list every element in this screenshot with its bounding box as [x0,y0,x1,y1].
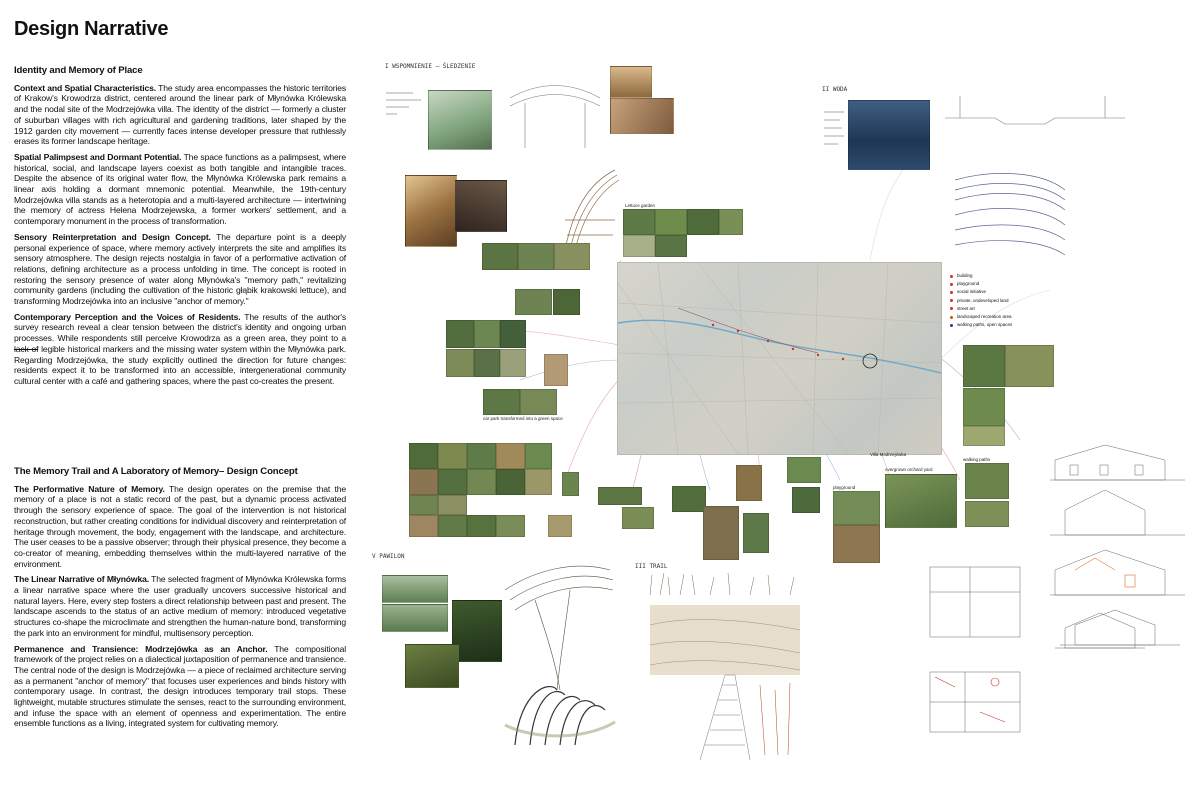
pavilion-photo [382,575,448,603]
bridge-sketch [505,68,605,158]
legend-item: private, undeveloped land [950,297,1012,305]
grass-trail-sketch [640,565,810,760]
park-photo [482,243,518,270]
tree-photo [963,345,1005,387]
handwritten-notes [383,88,428,123]
park-photo [409,443,438,469]
park-photo [496,469,525,495]
park-photo [467,469,496,495]
park-photo [446,349,474,377]
section-heading: The Memory Trail and A Laboratory of Memory– Design Concept [14,466,298,477]
park-photo [787,457,821,483]
park-photo [409,495,438,515]
water-sketch-label: II WODA [822,86,848,93]
playground-photo [833,525,880,563]
section-heading: Identity and Memory of Place [14,65,143,76]
legend-item: walking paths, open spaces [950,321,1012,329]
garden-photo [428,90,492,150]
car-park-label: car park transformed into a green space [483,416,563,421]
page-title: Design Narrative [14,18,169,40]
legend-item: building [950,272,1012,280]
park-photo [496,515,525,537]
wooden-bench-sketch [950,160,1070,275]
water-photo [848,100,930,170]
villa-elevation-small [1055,608,1145,653]
park-photo [743,513,769,553]
park-photo [467,443,496,469]
lettuce-garden-label: Lettuce garden [625,203,656,208]
trail-label: III TRAIL [635,563,668,570]
park-photo [438,515,467,537]
autumn-photo [610,66,652,98]
garden-photo [655,209,687,235]
garden-photo [623,235,655,257]
site-map [617,262,942,455]
garden-photo [623,209,655,235]
walking-paths-label: walking paths [963,457,991,462]
paragraph: Context and Spatial Characteristics. The study area encompasses the historic territories of Krakow's Krowodrza district, centered around the linear park of Młynówka Królewska and the nodal site of the Modrzejówka villa. The identity of the district — formerly a cluster of suburban villages with rich agricultural and gardening traditions, later shaped by the 1912 garden city movement — currently faces intense developer pressure that ruthlessly erases its former landscape heritage. [14,82,347,147]
playground-label: playground [833,485,856,490]
park-photo [622,507,654,529]
park-photo [438,443,467,469]
car-park-photo [520,389,557,415]
park-photo [553,289,580,315]
park-photo [500,349,526,377]
garden-photo [655,235,687,257]
villa-label: Villa Modrzejówka [870,452,907,457]
car-park-photo [483,389,520,415]
orchard-photo [885,474,957,528]
walking-path-photo [965,501,1009,527]
park-photo [703,506,739,560]
memory-sketch-label: I WSPOMNIENIE — ŚLEDZENIE [385,63,476,70]
tree-photo [1005,345,1054,387]
tree-photo [963,426,1005,446]
park-photo [736,465,762,501]
park-photo [438,469,467,495]
wooden-structure-photo [405,175,457,247]
tree-photo [963,388,1005,426]
walking-path-photo [965,463,1009,499]
pavilion-photo [382,604,448,632]
villa-floorplans [910,552,1040,742]
garden-photo [687,209,719,235]
legend-item: landscaped recreation area [950,313,1012,321]
park-photo [562,472,579,496]
paragraph: Permanence and Transience: Modrzejówka as an Anchor. The compositional framework of the project relies on a dialectical juxtaposition of permanence and transience. The central node of the design is Modrzejówka — a piece of reclaimed architecture serving as a permanent "anchor of memory" that focuses user experiences and binds history with contemporary usage. In contrast, the design introduces temporary trail stops. These lightweight, mutable structures stimulate the senses, react to the surrounding environment, and infuse the space with an element of openness and experimentation. The entire ensemble functions as a living, integrated system for cultivating memory. [14,643,347,729]
park-photo [554,243,590,270]
garden-photo [719,209,743,235]
pavilion-label: V PAWILON [372,553,405,560]
park-photo [409,469,438,495]
interior-photo [610,98,674,134]
section-memory-trail [14,467,346,734]
legend-item: playground [950,280,1012,288]
park-photo [525,469,552,495]
park-photo [792,487,820,513]
park-photo [548,515,572,537]
pavilion-photo [405,644,459,688]
building-photo [544,354,568,386]
park-photo [518,243,554,270]
willow-pavilion-sketch [495,550,620,750]
paragraph: The Performative Nature of Memory. The design operates on the premise that the memory of a place is not a static record of the past, but a dynamic process activated through the sensory experience of space. The goal of the intervention is not historical reconstruction, but rather creating conditions for individual discovery and reinterpretation of heritage through movement, the body, engagement with the landscape, and architecture. The user ceases to be a passive observer; through their physical presence, they become a co-creator of meaning, embedding themselves within the multi-layered narrative of the environment. [14,483,346,569]
park-photo [525,443,552,469]
legend-item: social initiative [950,288,1012,296]
park-photo [467,515,496,537]
paragraph: Sensory Reinterpretation and Design Concept. The departure point is a deeply personal experience of space, where memory actively interprets the site and amplifies its sensory atmosphere. The design rejects nostalgia in favor of a performative activation of relations, defining architecture as a process unfolding in time. The concept is rooted in restoring the sensory presence of water along Młynówka's "memory path," revitalizing community gardens (including the cultivation of the historic głąbik krakowski lettuce), and transforming Modrzejówka into an inclusive "anchor of memory." [14,231,346,307]
park-photo [409,515,438,537]
section-identity [14,66,346,392]
section-sketch [945,90,1125,130]
paragraph: Contemporary Perception and the Voices of Residents. The results of the author's survey research reveal a clear tension between the district's identity and ongoing urban processes. While respondents still perceive Krowodrza as a green area, they point to a lack of legible historical markers and the missing water system within the Młynówka park. Regarding Modrzejówka, the study explicitly outlined the direction for future changes: residents expect it to be transformed into an accessible, intergenerational community cultural center with a café and gathering spaces, where the past co-creates the present. [14,311,346,386]
park-photo [672,486,706,512]
pavilion-photo [455,180,507,232]
park-photo [438,495,467,515]
overgrown-yard-label: overgrown orchard yard [885,467,933,472]
park-photo [598,487,642,505]
park-photo [515,289,552,315]
park-photo [446,320,474,348]
map-drawing [618,263,941,454]
park-photo [474,320,500,348]
paragraph: Spatial Palimpsest and Dormant Potential. The space functions as a palimpsest, where historical, social, and landscape layers coexist as both tangible and intangible traces. Despite the absence of its original water flow, the Młynówka Królewska park remains a linear axis holding a dormant mnemonic potential. Meanwhile, the 19th-century Modrzejówka villa stands as a heterotopia and a multi-layered architecture — intertwining the memory of actress Helena Modrzejewska, a former workers' settlement, and a contemporary monument in the process of transformation. [14,151,346,227]
playground-photo [833,491,880,525]
paragraph: The Linear Narrative of Młynówka. The selected fragment of Młynówka Królewska forms a linear narrative space where the user gradually uncovers successive historical and natural layers. Here, every step fosters a direct relationship between past and present. The landscape ascends to the status of an active medium of memory: introduced vegetative structures co-shape the microclimate and strengthen the human-nature bond, transforming the park into an environment for mindful, multisensory perception. [14,574,346,638]
park-photo [500,320,526,348]
legend-item: street art [950,305,1012,313]
map-legend [950,272,1012,329]
park-photo [496,443,525,469]
park-photo [474,349,500,377]
